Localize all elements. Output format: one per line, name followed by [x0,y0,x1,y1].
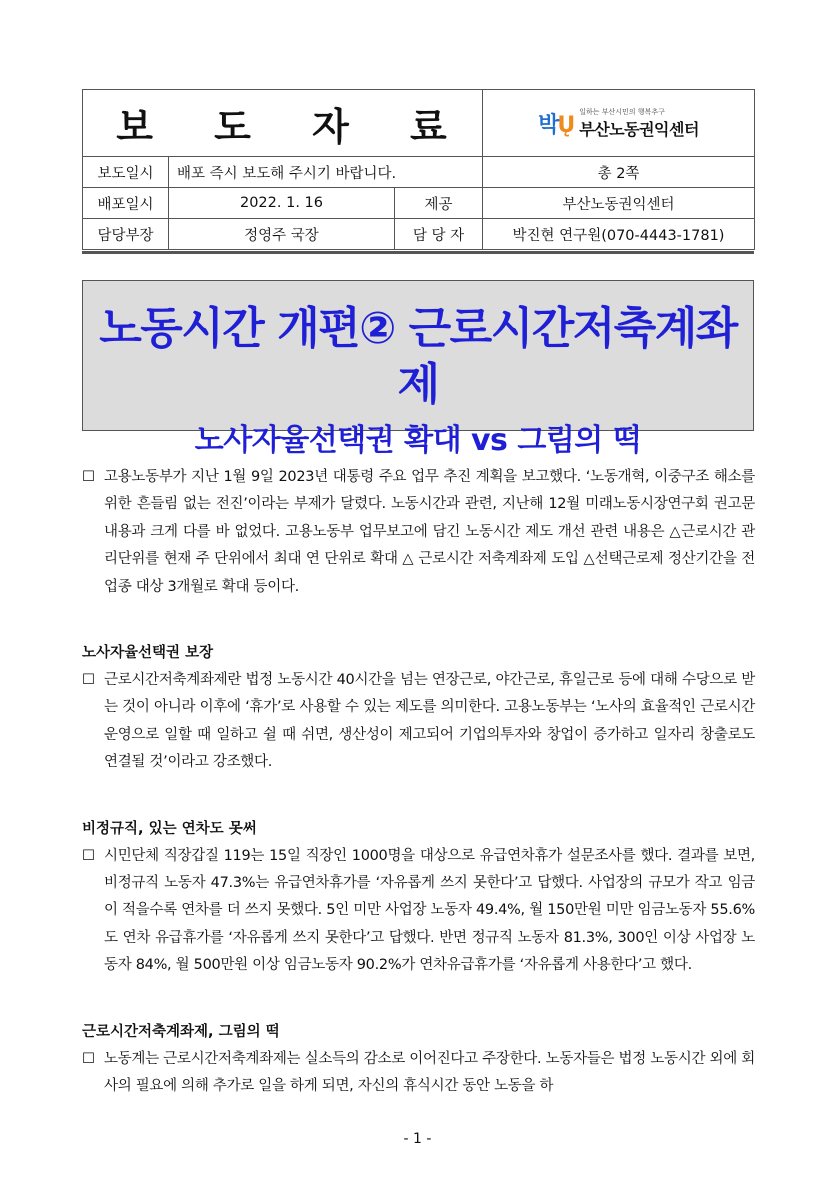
checkbox-bullet-icon: ☐ [82,847,95,864]
section-heading-2: 비정규직, 있는 연차도 못써 [82,820,257,837]
section-heading-3: 근로시간저축계좌제, 그림의 떡 [82,1023,280,1040]
paragraph-3: ☐ 시민단체 직장갑질 119는 15일 직장인 1000명을 대상으로 유급연차휴가 설문조사를 했다. 결과를 보면, 비정규직 노동자 47.3%는 유급연차휴가를 ‘자유롭게 쓰지 못한다’고 답했다. 사업장의 규모가 작고 임금이 적을수록 연차를 더 쓰지 못했다. 5인 미만 사업장 노동자 49.4%, 월 150만원 미만 임금노동자 55.6%도 연차 유급휴가를 ‘자유롭게 쓰지 못한다’고 답했다. 반면 정규직 노동자 81.3%, 300인 이상 사업장 노동자 84%, 월 500만원 이상 임금노동자 90.2%가 연차유급휴가를 ‘자유롭게 사용한다’고 했다. [82,843,755,980]
logo [483,90,755,157]
distribution-date-label: 배포일시 [83,188,169,219]
manager-value: 정영주 국장 [169,219,395,250]
headline-box [82,280,754,458]
press-release-title: 보 도 자 료 [83,90,483,157]
page-count: 총 2쪽 [483,157,755,188]
provider-value: 부산노동권익센터 [483,188,755,219]
logo-name: 부산노동권익센터 [579,119,699,139]
section-heading-1: 노사자율선택권 보장 [82,645,214,662]
paragraph-1: ☐ 고용노동부가 지난 1월 9일 2023년 대통령 주요 업무 추진 계획을 보고했다. ‘노동개혁, 이중구조 해소를 위한 흔들림 없는 전진’이라는 부제가 달렸다. 노동시간과 관련, 지난해 12월 미래노동시장연구회 권고문 내용과 크게 다를 바 없었다. 고용노동부 업무보고에 담긴 노동시간 제도 개선 관련 내용은 △근로시간 관리단위를 현재 주 단위에서 최대 연 단위로 확대 △ 근로시간 저축계좌제 도입 △선택근로제 정산기간을 전 업종 대상 3개월로 확대 등이다. [82,464,755,601]
headline-sub: 노사자율선택권 확대 vs 그림의 떡 [194,423,642,458]
press-header-table [82,89,755,250]
checkbox-bullet-icon: ☐ [82,1050,95,1067]
distribution-date-value: 2022. 1. 16 [169,188,395,219]
provider-label: 제공 [395,188,483,219]
paragraph-4: ☐ 노동계는 근로시간저축계좌제는 실소득의 감소로 이어진다고 주장한다. 노동자들은 법정 노동시간 외에 회사의 필요에 의해 추가로 일을 하게 되면, 자신의 휴식시간 동안 노동을 하 [82,1046,755,1101]
header-divider [82,251,754,254]
page-number: - 1 - [403,1131,432,1147]
release-date-label: 보도일시 [83,157,169,188]
headline-main: 노동시간 개편② 근로시간저축계좌제 [99,303,737,410]
release-date-value: 배포 즉시 보도해 주시기 바랍니다. [169,157,483,188]
logo-mark-icon: 박Ų [538,112,574,138]
logo-tagline: 일하는 부산시민의 행복추구 [579,107,665,116]
article-body [82,464,755,1101]
contact-label: 담 당 자 [395,219,483,250]
manager-label: 담당부장 [83,219,169,250]
checkbox-bullet-icon: ☐ [82,672,95,689]
contact-value: 박진현 연구원(070-4443-1781) [483,219,755,250]
paragraph-2: ☐ 근로시간저축계좌제란 법정 노동시간 40시간을 넘는 연장근로, 야간근로, 휴일근로 등에 대해 수당으로 받는 것이 아니라 이후에 ‘휴가’로 사용할 수 있는 제도를 의미한다. 고용노동부는 ‘노사의 효율적인 근로시간 운영으로 일할 때 일하고 쉴 때 쉬면, 생산성이 제고되어 기업의투자와 창업이 증가하고 일자리 창출로도 연결될 것’이라고 강조했다. [82,667,755,777]
checkbox-bullet-icon: ☐ [82,469,95,485]
